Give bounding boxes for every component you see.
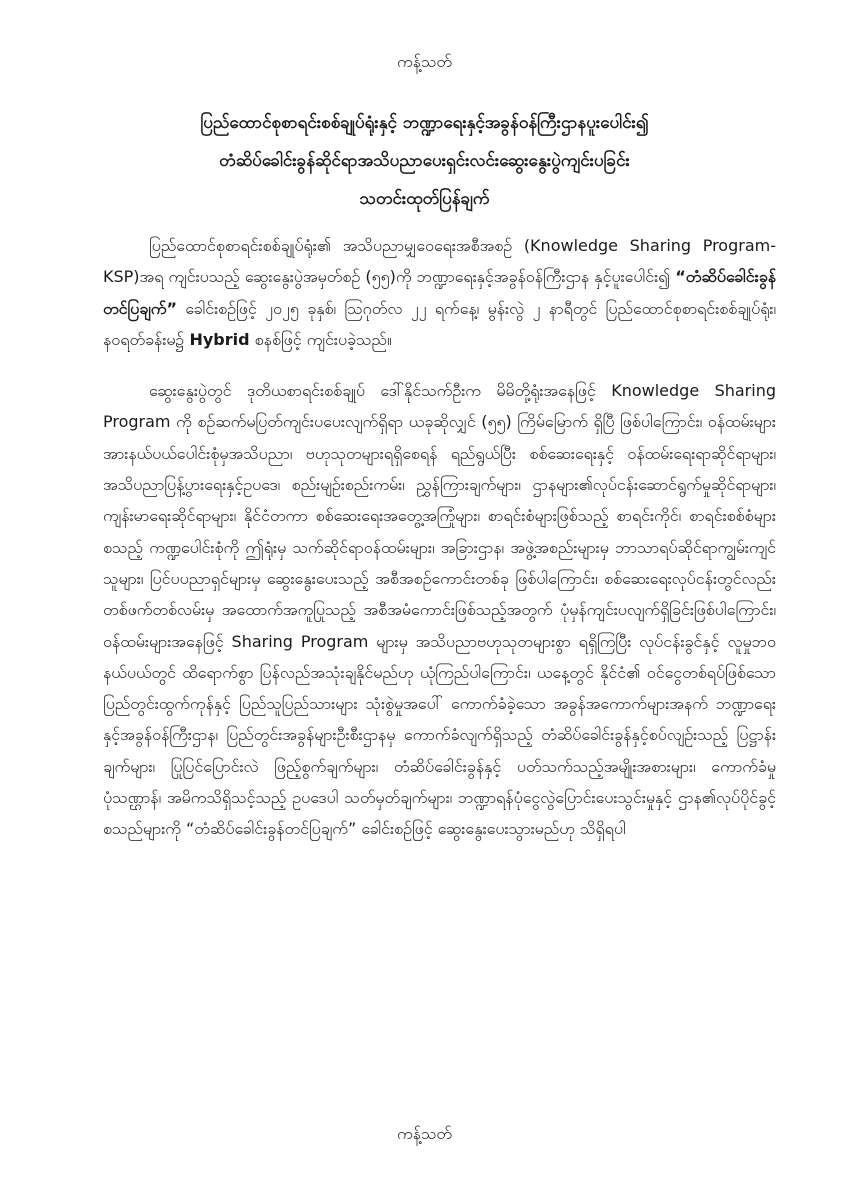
paragraph-1-part-3: စနစ်ဖြင့် ကျင်းပခဲ့သည်။ — [249, 329, 392, 349]
title-line-1: ပြည်ထောင်စုစာရင်းစစ်ချုပ်ရုံးနှင့် ဘဏ္ဍာရေးနှင့်အခွန်ဝန်ကြီးဌာနပူးပေါင်း၍ — [200, 113, 649, 133]
classification-header: ကန့်သတ် — [397, 52, 452, 71]
paragraph-1 — [103, 230, 776, 355]
paragraph-1-emphasis: “တံဆိပ်ခေါင်းခွန်တင်ပြချက်” — [103, 267, 776, 318]
paragraph-1-hybrid: Hybrid — [189, 329, 250, 349]
paragraph-1-part-1: ပြည်ထောင်စုစာရင်းစစ်ချုပ်ရုံး၏ အသိပညာမျှဝေရေးအစီအစဉ် (Knowledge Sharing Program- KSP)အရ ကျင်းပသည့် ဆွေးနွေးပွဲအမှတ်စဉ် (၅၅)ကို ဘဏ္ဍာရေးနှင့်အခွန်ဝန်ကြီးဌာန နှင့်ပူးပေါင်း၍ — [103, 236, 776, 287]
paragraph-2: ဆွေးနွေးပွဲတွင် ဒုတိယစာရင်းစစ်ချုပ် ဒေါ်နိုင်သက်ဦးက မိမိတို့ရုံးအနေဖြင့် Knowledge Sharing Program ကို စဉ်ဆက်မပြတ်ကျင်းပပေးလျက်ရှိရာ ယခုဆိုလျှင် (၅၅) ကြိမ်မြောက် ရှိပြီ ဖြစ်ပါကြောင်း၊ ဝန်ထမ်းများအားနယ်ပယ်ပေါင်းစုံမှအသိပညာ၊ ဗဟုသုတများရရှိစေရန် ရည်ရွယ်ပြီး စစ်ဆေးရေးနှင့် ဝန်ထမ်းရေးရာဆိုင်ရာများ၊ အသိပညာပြန့်ပွားရေးနှင့်ဥပဒေ၊ စည်းမျဉ်းစည်းကမ်း၊ ညွှန်ကြားချက်များ၊ ဌာနများ၏လုပ်ငန်းဆောင်ရွက်မှုဆိုင်ရာများ၊ ကျန်းမာရေးဆိုင်ရာများ၊ နိုင်ငံတကာ စစ်ဆေးရေးအတွေ့အကြုံများ၊ စာရင်းစံများဖြစ်သည့် စာရင်းကိုင်၊ စာရင်းစစ်စံများ စသည့် ကဏ္ဍပေါင်းစုံကို ဤရုံးမှ သက်ဆိုင်ရာဝန်ထမ်းများ၊ အခြားဌာန၊ အဖွဲ့အစည်းများမှ ဘာသာရပ်ဆိုင်ရာကျွမ်းကျင်သူများ၊ ပြင်ပပညာရှင်များမှ ဆွေးနွေးပေးသည့် အစီအစဉ်ကောင်းတစ်ခု ဖြစ်ပါကြောင်း၊ စစ်ဆေးရေးလုပ်ငန်းတွင်လည်း တစ်ဖက်တစ်လမ်းမှ အထောက်အကူပြုသည့် အစီအမံကောင်းဖြစ်သည့်အတွက် ပုံမှန်ကျင်းပလျက်ရှိခြင်းဖြစ်ပါကြောင်း၊ ဝန်ထမ်းများအနေဖြင့် Sharing Program များမှ အသိပညာဗဟုသုတများစွာ ရရှိကြပြီး လုပ်ငန်းခွင်နှင့် လူမှုဘဝနယ်ပယ်တွင် ထိရောက်စွာ ပြန်လည်အသုံးချနိုင်မည်ဟု ယုံကြည်ပါကြောင်း၊ ယနေ့တွင် နိုင်ငံ၏ ဝင်ငွေတစ်ရပ်ဖြစ်သော ပြည်တွင်းထွက်ကုန်နှင့် ပြည်သူပြည်သားများ သုံးစွဲမှုအပေါ် ကောက်ခံခဲ့သော အခွန်အကောက်များအနက် ဘဏ္ဍာရေးနှင့်အခွန်ဝန်ကြီးဌာန၊ ပြည်တွင်းအခွန်များဦးစီးဌာနမှ ကောက်ခံလျက်ရှိသည့် တံဆိပ်ခေါင်းခွန်နှင့်စပ်လျဉ်းသည့် ပြဋ္ဌာန်းချက်များ၊ ပြုပြင်ပြောင်းလဲ ဖြည့်စွက်ချက်များ၊ တံဆိပ်ခေါင်းခွန်နှင့် ပတ်သက်သည့်အမျိုးအစားများ၊ ကောက်ခံမှုပုံသဏ္ဌာန်၊ အမိကသိရှိသင့်သည့် ဥပဒေပါ သတ်မှတ်ချက်များ၊ ဘဏ္ဍာရန်ပုံငွေလွဲပြောင်းပေးသွင်းမှုနှင့် ဌာန၏လုပ်ပိုင်ခွင့် စသည်များကို “တံဆိပ်ခေါင်းခွန်တင်ပြချက်” ခေါင်းစဉ်ဖြင့် ဆွေးနွေးပေးသွားမည်ဟု သိရှိရပါ — [103, 381, 776, 839]
paragraph-1-part-2: ခေါင်းစဉ်ဖြင့် ၂၀၂၅ ခုနှစ်၊ ဩဂုတ်လ ၂၂ ရက်နေ့၊ မွန်းလွဲ ၂ နာရီတွင် ပြည်ထောင်စုစာရင်းစစ်ချုပ်ရုံး၊ နဝရတ်ခန်းမ၌ — [103, 298, 776, 349]
title-block — [100, 104, 749, 218]
document-body — [103, 230, 776, 845]
classification-footer: ကန့်သတ် — [397, 1124, 452, 1143]
title-line-2: တံဆိပ်ခေါင်းခွန်ဆိုင်ရာအသိပညာပေးရှင်းလင်းဆွေးနွေးပွဲကျင်းပခြင်း — [219, 151, 630, 171]
title-line-3: သတင်းထုတ်ပြန်ချက် — [359, 189, 490, 209]
